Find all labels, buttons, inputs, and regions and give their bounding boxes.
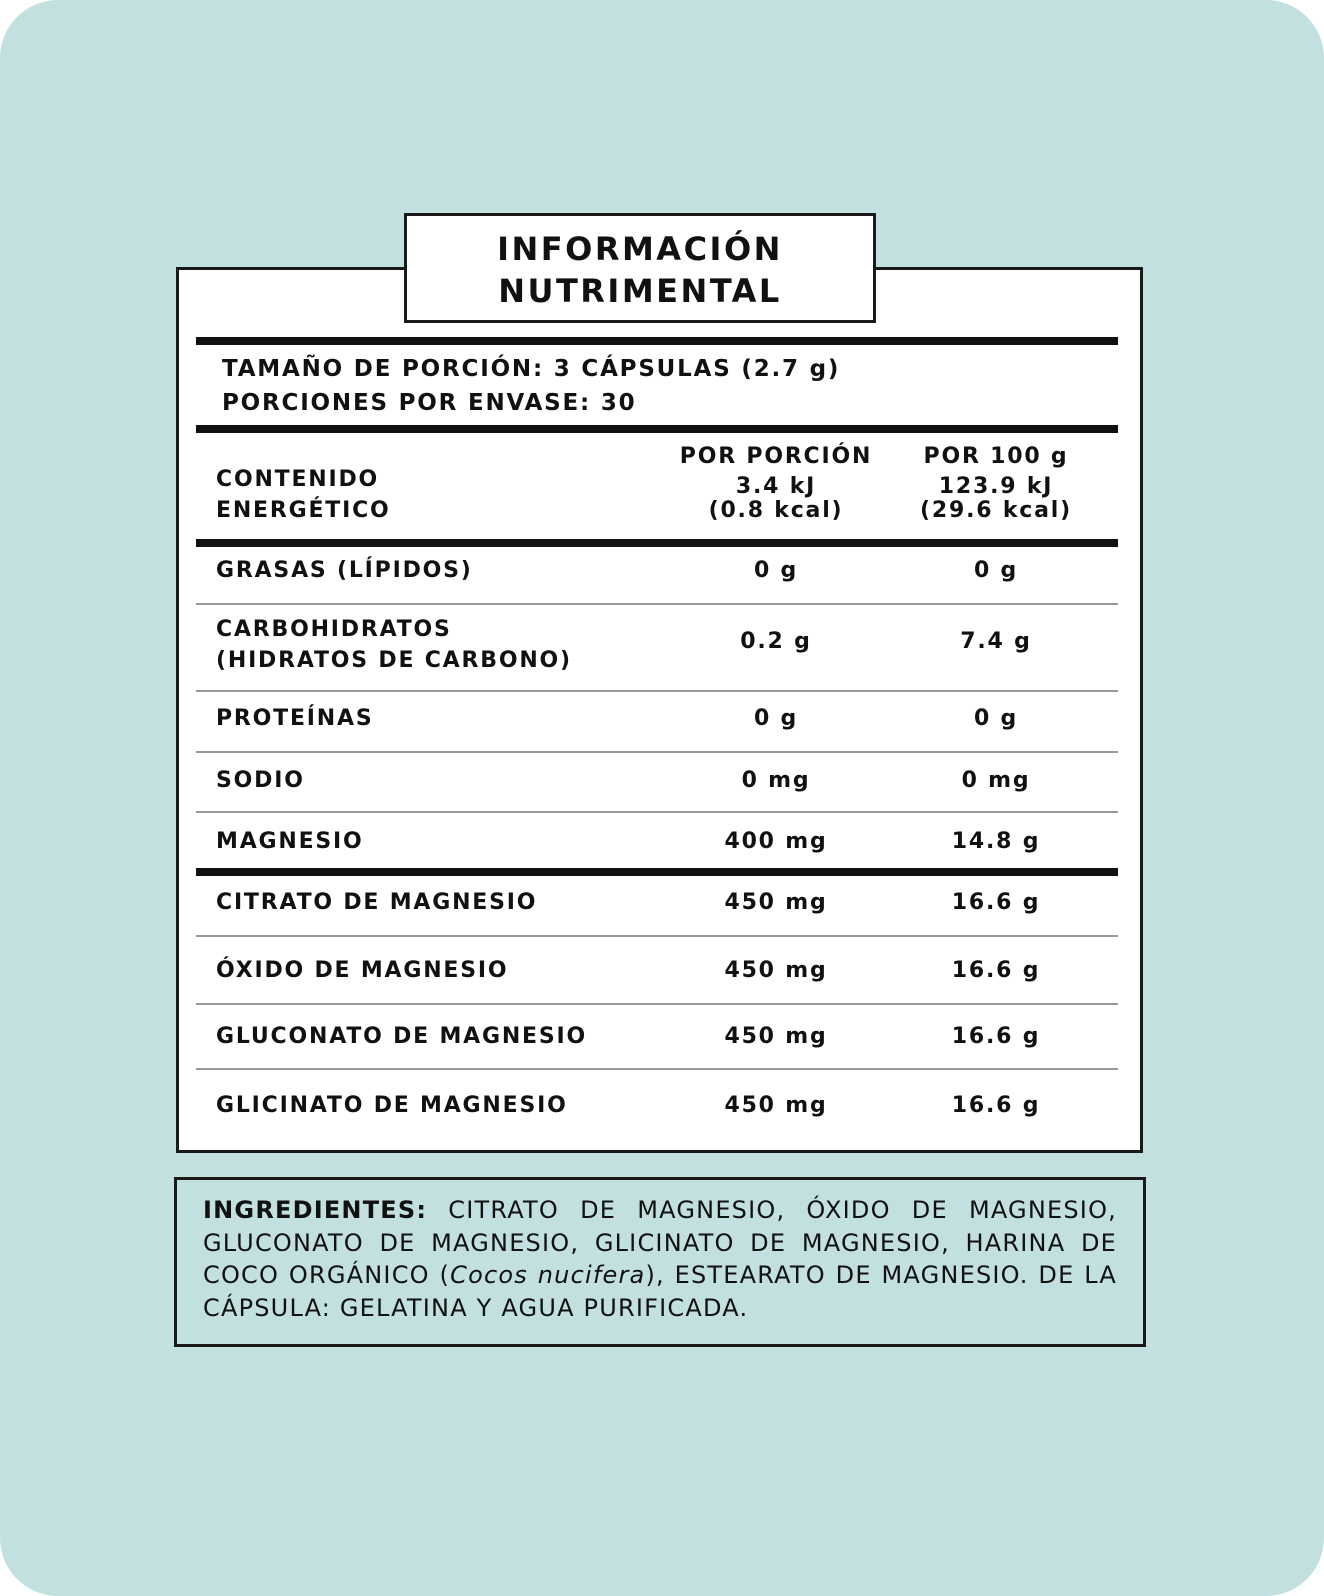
row-value-per-100g: 16.6 g (951, 1024, 1041, 1049)
divider-thin (196, 811, 1118, 813)
ingredients-heading: INGREDIENTES: (203, 1196, 428, 1224)
row-value-per-serving: 0.2 g (740, 629, 812, 654)
row-label-proteins: PROTEÍNAS (216, 706, 374, 731)
row-label-magnesium-citrate: CITRATO DE MAGNESIO (216, 890, 538, 915)
row-value-per-100g: 7.4 g (960, 629, 1032, 654)
row-value-per-serving: 0 g (753, 558, 799, 583)
row-value-per-serving: 0 mg (741, 768, 811, 793)
title-line-2: NUTRIMENTAL (498, 272, 782, 310)
row-value-per-serving: 400 mg (724, 829, 828, 854)
row-value-per-serving: 450 mg (724, 958, 828, 983)
row-label-sodium: SODIO (216, 768, 305, 793)
row-label-magnesium: MAGNESIO (216, 829, 364, 854)
energy-label: CONTENIDO (216, 467, 380, 492)
serving-size: TAMAÑO DE PORCIÓN: 3 CÁPSULAS (2.7 g) (222, 356, 841, 382)
energy-per-serving-kcal: (0.8 kcal) (708, 498, 844, 523)
row-value-per-100g: 16.6 g (951, 958, 1041, 983)
row-value-per-100g: 14.8 g (951, 829, 1041, 854)
ingredients-box (174, 1177, 1146, 1347)
row-label-carbohydrates-sub: (HIDRATOS DE CARBONO) (216, 648, 572, 673)
energy-per-serving-kj: 3.4 kJ (735, 474, 817, 499)
divider-thin (196, 935, 1118, 937)
column-header-per-serving: POR PORCIÓN (679, 444, 873, 469)
ingredients-text: ), ESTEARATO DE MAGNESIO. DE LA CÁPSULA: GELATINA Y AGUA PURIFICADA. (203, 1261, 1117, 1322)
row-value-per-100g: 0 g (973, 706, 1019, 731)
divider-thin (196, 1003, 1118, 1005)
row-value-per-serving: 450 mg (724, 1093, 828, 1118)
row-value-per-100g: 0 mg (961, 768, 1031, 793)
row-value-per-serving: 450 mg (724, 890, 828, 915)
ingredients-text: CITRATO DE MAGNESIO, ÓXIDO DE MAGNESIO, GLUCONATO DE MAGNESIO, GLICINATO DE MAGNESIO, HARINA DE COCO ORGÁNICO ( (203, 1196, 1117, 1289)
row-label-fats: GRASAS (LÍPIDOS) (216, 558, 473, 583)
row-label-magnesium-gluconate: GLUCONATO DE MAGNESIO (216, 1024, 588, 1049)
energy-per-100g-kcal: (29.6 kcal) (920, 498, 1072, 523)
divider-thick (196, 337, 1118, 345)
table-title (404, 213, 876, 323)
column-header-per-100g: POR 100 g (923, 444, 1069, 469)
divider-thick (196, 868, 1118, 876)
row-label-magnesium-oxide: ÓXIDO DE MAGNESIO (216, 958, 509, 983)
divider-thin (196, 603, 1118, 605)
row-value-per-100g: 16.6 g (951, 890, 1041, 915)
divider-thin (196, 690, 1118, 692)
divider-thin (196, 751, 1118, 753)
row-value-per-serving: 0 g (753, 706, 799, 731)
divider-thin (196, 1068, 1118, 1070)
energy-label: ENERGÉTICO (216, 498, 391, 523)
divider-thick (196, 539, 1118, 547)
ingredients-scientific-name: Cocos nucifera (450, 1261, 646, 1289)
row-value-per-100g: 16.6 g (951, 1093, 1041, 1118)
row-label-carbohydrates: CARBOHIDRATOS (216, 617, 452, 642)
row-value-per-100g: 0 g (973, 558, 1019, 583)
row-value-per-serving: 450 mg (724, 1024, 828, 1049)
servings-per-container: PORCIONES POR ENVASE: 30 (222, 390, 637, 416)
divider-thick (196, 425, 1118, 433)
title-line-1: INFORMACIÓN (497, 230, 783, 268)
energy-per-100g-kj: 123.9 kJ (938, 474, 1054, 499)
row-label-magnesium-glycinate: GLICINATO DE MAGNESIO (216, 1093, 568, 1118)
